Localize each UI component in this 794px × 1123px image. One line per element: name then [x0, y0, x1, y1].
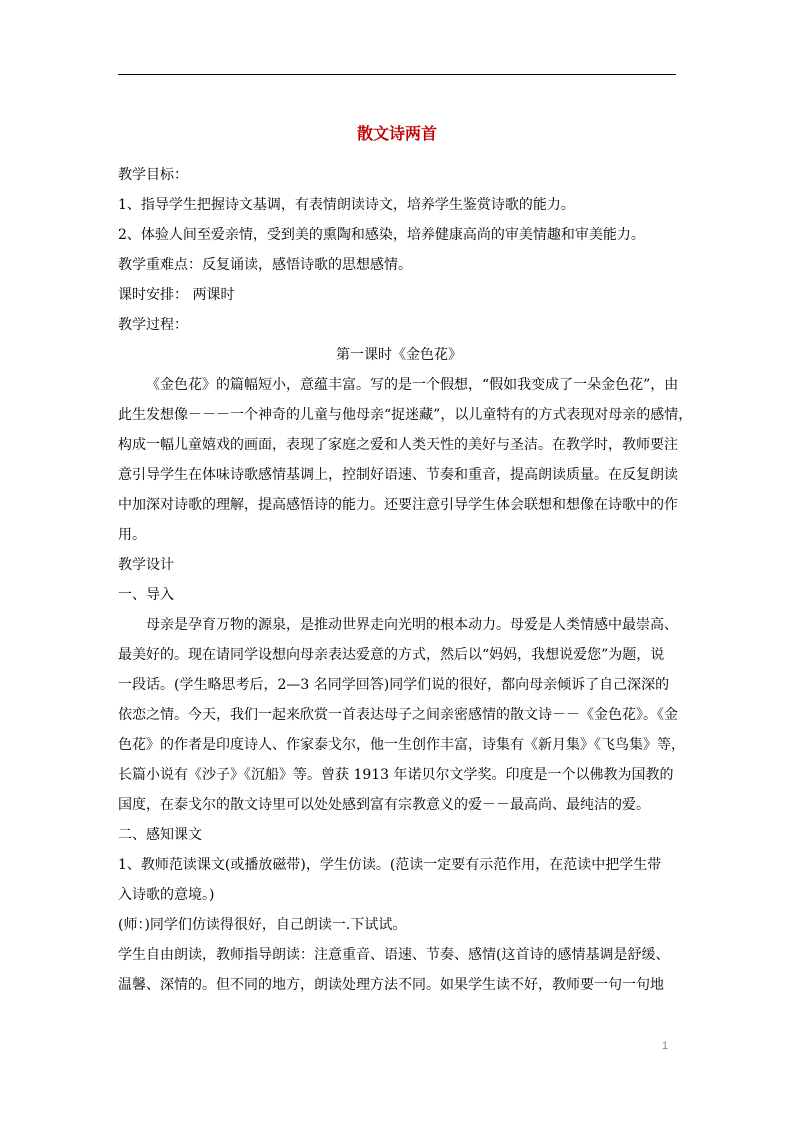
paragraph-line: 1、教师范读课文(或播放磁带)，学生仿读。(范读一定要有示范作用，在范读中把学生带 — [118, 857, 662, 873]
paragraph-line: 用。 — [118, 527, 146, 543]
paragraph-line: (师：)同学们仿读得很好，自己朗读一.下试试。 — [118, 917, 407, 933]
paragraph-line: 国度，在泰戈尔的散文诗里可以处处感到富有宗教意义的爱－－最高尚、最纯洁的爱。 — [118, 797, 650, 813]
paragraph-line: 中加深对诗歌的理解，提高感悟诗的能力。还要注意引导学生体会联想和想像在诗歌中的作 — [118, 497, 678, 513]
section-2-heading: 二、感知课文 — [118, 827, 202, 843]
document-title: 散文诗两首 — [356, 124, 437, 143]
paragraph-line: 《金色花》的篇幅短小，意蕴丰富。写的是一个假想，“假如我变成了一朵金色花”，由 — [146, 377, 679, 393]
intro-paragraph — [118, 370, 693, 550]
objective-1: 1、指导学生把握诗文基调，有表情朗读诗文，培养学生鉴赏诗歌的能力。 — [118, 197, 575, 213]
paragraph-line: 母亲是孕育万物的源泉，是推动世界走向光明的根本动力。母爱是人类情感中最崇高、 — [146, 617, 678, 633]
objective-2: 2、体验人间至爱亲情，受到美的熏陶和感染，培养健康高尚的审美情趣和审美能力。 — [118, 227, 645, 243]
header-rule — [118, 74, 676, 75]
paragraph-line: 入诗歌的意境。) — [118, 887, 215, 903]
paragraph-line: 构成一幅儿童嬉戏的画面，表现了家庭之爱和人类天性的美好与圣洁。在教学时，教师要注 — [118, 437, 678, 453]
section-1-heading: 一、导入 — [118, 587, 174, 603]
paragraph-line: 依恋之情。今天，我们一起来欣赏一首表达母子之间亲密感情的散文诗－－《金色花》。《金 — [118, 707, 678, 723]
paragraph-line: 色花》的作者是印度诗人、作家泰戈尔，他一生创作丰富，诗集有《新月集》《飞鸟集》等， — [118, 737, 685, 753]
process-heading: 教学过程： — [118, 317, 188, 333]
paragraph-line: 此生发想像－－－一个神奇的儿童与他母亲“捉迷藏”，以儿童特有的方式表现对母亲的感情， — [118, 407, 693, 423]
paragraph-line: 温馨、深情的。但不同的地方，朗读处理方法不同。如果学生读不好，教师要一句一句地 — [118, 977, 664, 993]
page-number: 1 — [662, 1040, 669, 1052]
objectives-heading: 教学目标： — [118, 167, 188, 183]
paragraph-line: 学生自由朗读，教师指导朗读：注意重音、语速、节奏、感情(这首诗的感情基调是舒缓、 — [118, 947, 670, 963]
design-heading: 教学设计 — [118, 557, 174, 573]
document-body — [118, 160, 693, 1000]
paragraph-line: 最美好的。现在请同学设想向母亲表达爱意的方式，然后以“妈妈，我想说爱您”为题，说 — [118, 647, 665, 663]
paragraph-line: 意引导学生在体味诗歌感情基调上，控制好语速、节奏和重音，提高朗读质量。在反复朗读 — [118, 467, 678, 483]
reading-paragraph — [118, 850, 680, 1000]
paragraph-line: 长篇小说有《沙子》《沉船》等。曾获 1913 年诺贝尔文学奖。印度是一个以佛教为国教的 — [118, 767, 674, 783]
lesson-heading: 第一课时《金色花》 — [336, 347, 462, 363]
paragraph-line: 一段话。(学生略思考后，2—3 名同学回答)同学们说的很好，都向母亲倾诉了自己深深的 — [118, 677, 670, 693]
schedule: 课时安排： 两课时 — [118, 287, 235, 303]
key-points: 教学重难点：反复诵读，感悟诗歌的思想感情。 — [118, 257, 412, 273]
lead-in-paragraph — [118, 610, 685, 820]
